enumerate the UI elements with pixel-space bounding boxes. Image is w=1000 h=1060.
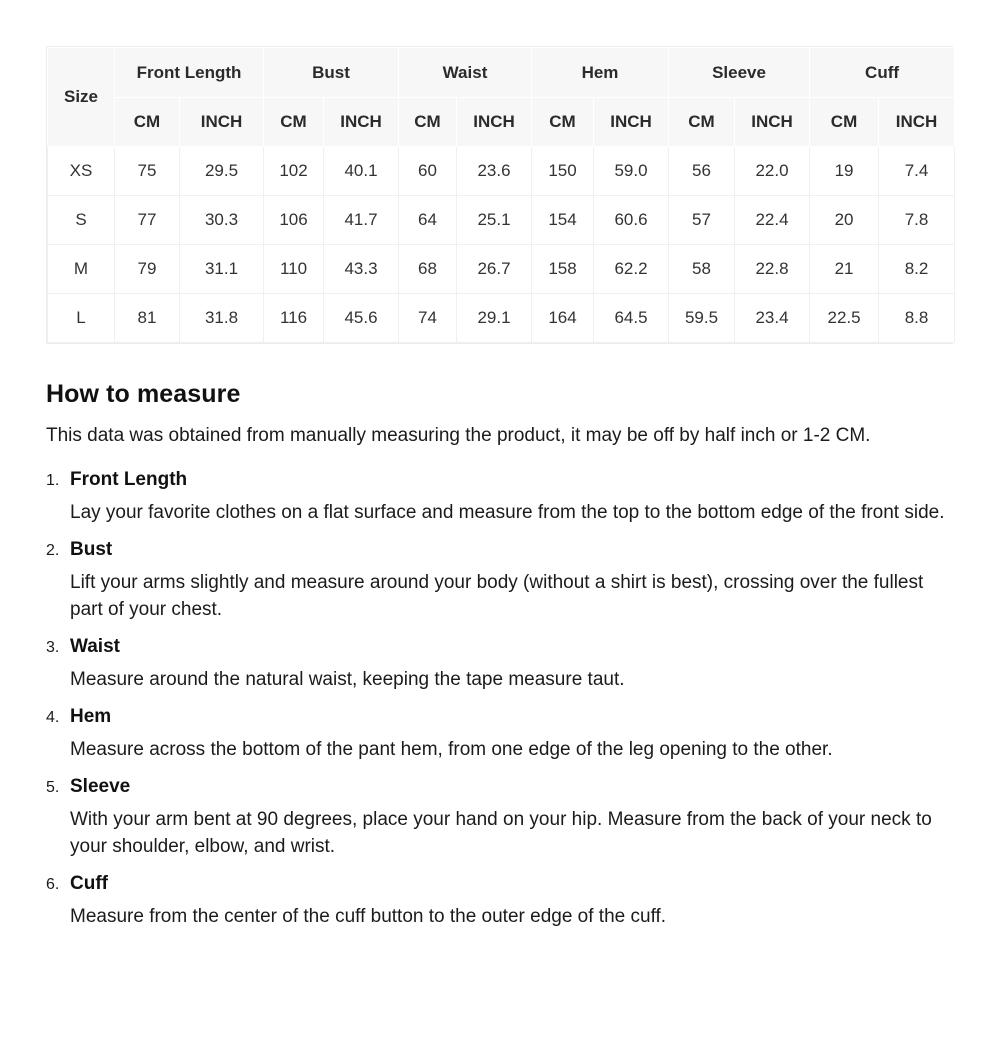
measurement-cell: 45.6 bbox=[324, 294, 399, 343]
size-cell: XS bbox=[48, 147, 115, 196]
group-header-bust: Bust bbox=[264, 48, 399, 98]
measure-item-number: 4. bbox=[46, 709, 60, 726]
unit-header-inch-hem: INCH bbox=[594, 98, 669, 147]
unit-header-cm-bust: CM bbox=[264, 98, 324, 147]
header-row-units bbox=[48, 98, 955, 147]
unit-header-cm-front-length: CM bbox=[115, 98, 180, 147]
measurement-cell: 60 bbox=[399, 147, 457, 196]
measurement-cell: 29.1 bbox=[457, 294, 532, 343]
unit-header-cm-waist: CM bbox=[399, 98, 457, 147]
size-chart-table bbox=[47, 47, 955, 343]
measurement-cell: 81 bbox=[115, 294, 180, 343]
size-chart-table-container bbox=[46, 46, 953, 344]
measure-item-title: Cuff bbox=[70, 873, 108, 894]
measurement-cell: 19 bbox=[810, 147, 879, 196]
measure-item-sleeve bbox=[46, 776, 953, 860]
measure-item-number: 1. bbox=[46, 472, 60, 489]
measurement-cell: 150 bbox=[532, 147, 594, 196]
unit-header-cm-cuff: CM bbox=[810, 98, 879, 147]
measure-item-title: Bust bbox=[70, 539, 113, 560]
measurement-cell: 41.7 bbox=[324, 196, 399, 245]
measurement-cell: 43.3 bbox=[324, 245, 399, 294]
size-row-s bbox=[48, 196, 955, 245]
measurement-cell: 29.5 bbox=[180, 147, 264, 196]
measurement-cell: 22.5 bbox=[810, 294, 879, 343]
unit-header-inch-sleeve: INCH bbox=[735, 98, 810, 147]
measurement-cell: 106 bbox=[264, 196, 324, 245]
measure-item-title: Front Length bbox=[70, 469, 188, 490]
measure-item-description: Measure from the center of the cuff button to the outer edge of the cuff. bbox=[70, 906, 667, 927]
measure-item-head-hem bbox=[46, 706, 953, 728]
measurement-cell: 30.3 bbox=[180, 196, 264, 245]
group-header-cuff: Cuff bbox=[810, 48, 955, 98]
measure-item-hem bbox=[46, 706, 953, 763]
size-cell: S bbox=[48, 196, 115, 245]
measure-item-title: Sleeve bbox=[70, 776, 131, 797]
measurement-cell: 64 bbox=[399, 196, 457, 245]
measurement-cell: 164 bbox=[532, 294, 594, 343]
size-row-xs bbox=[48, 147, 955, 196]
measurement-cell: 110 bbox=[264, 245, 324, 294]
measurement-cell: 58 bbox=[669, 245, 735, 294]
measure-item-head-cuff bbox=[46, 873, 953, 895]
size-row-m bbox=[48, 245, 955, 294]
size-column-header: Size bbox=[48, 48, 115, 147]
measurement-cell: 74 bbox=[399, 294, 457, 343]
measure-list bbox=[46, 469, 953, 930]
measurement-cell: 22.0 bbox=[735, 147, 810, 196]
unit-header-cm-sleeve: CM bbox=[669, 98, 735, 147]
measurement-cell: 23.6 bbox=[457, 147, 532, 196]
measurement-cell: 64.5 bbox=[594, 294, 669, 343]
measurement-cell: 75 bbox=[115, 147, 180, 196]
measurement-cell: 20 bbox=[810, 196, 879, 245]
size-table-body bbox=[48, 147, 955, 343]
group-header-waist: Waist bbox=[399, 48, 532, 98]
measurement-cell: 22.4 bbox=[735, 196, 810, 245]
measurement-cell: 62.2 bbox=[594, 245, 669, 294]
measurement-cell: 40.1 bbox=[324, 147, 399, 196]
measurement-cell: 158 bbox=[532, 245, 594, 294]
how-to-measure-intro: This data was obtained from manually measuring the product, it may be off by half inch or 1-2 CM. bbox=[46, 425, 871, 446]
measurement-cell: 31.1 bbox=[180, 245, 264, 294]
measure-item-waist bbox=[46, 636, 953, 693]
measure-item-head-sleeve bbox=[46, 776, 953, 798]
measurement-cell: 7.4 bbox=[879, 147, 955, 196]
measurement-cell: 22.8 bbox=[735, 245, 810, 294]
measurement-cell: 57 bbox=[669, 196, 735, 245]
group-header-hem: Hem bbox=[532, 48, 669, 98]
measurement-cell: 8.8 bbox=[879, 294, 955, 343]
measurement-cell: 56 bbox=[669, 147, 735, 196]
measurement-cell: 79 bbox=[115, 245, 180, 294]
measurement-cell: 31.8 bbox=[180, 294, 264, 343]
measurement-cell: 7.8 bbox=[879, 196, 955, 245]
measure-item-number: 6. bbox=[46, 876, 60, 893]
measurement-cell: 154 bbox=[532, 196, 594, 245]
group-header-sleeve: Sleeve bbox=[669, 48, 810, 98]
measurement-cell: 68 bbox=[399, 245, 457, 294]
measurement-cell: 59.5 bbox=[669, 294, 735, 343]
measure-item-front-length bbox=[46, 469, 953, 526]
measurement-cell: 21 bbox=[810, 245, 879, 294]
measure-item-description: Lift your arms slightly and measure around your body (without a shirt is best), crossing over the fullest part of your chest. bbox=[70, 572, 924, 620]
measure-item-head-waist bbox=[46, 636, 953, 658]
size-chart-header bbox=[48, 48, 955, 147]
size-cell: L bbox=[48, 294, 115, 343]
measurement-cell: 102 bbox=[264, 147, 324, 196]
measurement-cell: 23.4 bbox=[735, 294, 810, 343]
measure-item-number: 2. bbox=[46, 542, 60, 559]
header-row-groups bbox=[48, 48, 955, 98]
measure-item-description: Measure across the bottom of the pant hem, from one edge of the leg opening to the other. bbox=[70, 739, 833, 760]
measure-item-head-bust bbox=[46, 539, 953, 561]
size-cell: M bbox=[48, 245, 115, 294]
size-row-l bbox=[48, 294, 955, 343]
measurement-cell: 26.7 bbox=[457, 245, 532, 294]
measure-item-number: 5. bbox=[46, 779, 60, 796]
measure-item-title: Hem bbox=[70, 706, 112, 727]
measurement-cell: 59.0 bbox=[594, 147, 669, 196]
measurement-cell: 60.6 bbox=[594, 196, 669, 245]
unit-header-cm-hem: CM bbox=[532, 98, 594, 147]
measure-item-bust bbox=[46, 539, 953, 623]
unit-header-inch-waist: INCH bbox=[457, 98, 532, 147]
measurement-cell: 8.2 bbox=[879, 245, 955, 294]
unit-header-inch-bust: INCH bbox=[324, 98, 399, 147]
measure-item-description: Measure around the natural waist, keeping the tape measure taut. bbox=[70, 669, 625, 690]
unit-header-inch-cuff: INCH bbox=[879, 98, 955, 147]
measure-item-head-front-length bbox=[46, 469, 953, 491]
group-header-front-length: Front Length bbox=[115, 48, 264, 98]
measure-item-description: With your arm bent at 90 degrees, place your hand on your hip. Measure from the back of your neck to your shoulder, elbow, and wrist. bbox=[70, 809, 932, 857]
measurement-cell: 25.1 bbox=[457, 196, 532, 245]
measurement-cell: 116 bbox=[264, 294, 324, 343]
measure-item-number: 3. bbox=[46, 639, 60, 656]
measure-item-title: Waist bbox=[70, 636, 120, 657]
measure-item-description: Lay your favorite clothes on a flat surface and measure from the top to the bottom edge of the front side. bbox=[70, 502, 945, 523]
measure-item-cuff bbox=[46, 873, 953, 930]
how-to-measure-title: How to measure bbox=[46, 380, 241, 408]
measurement-cell: 77 bbox=[115, 196, 180, 245]
unit-header-inch-front-length: INCH bbox=[180, 98, 264, 147]
